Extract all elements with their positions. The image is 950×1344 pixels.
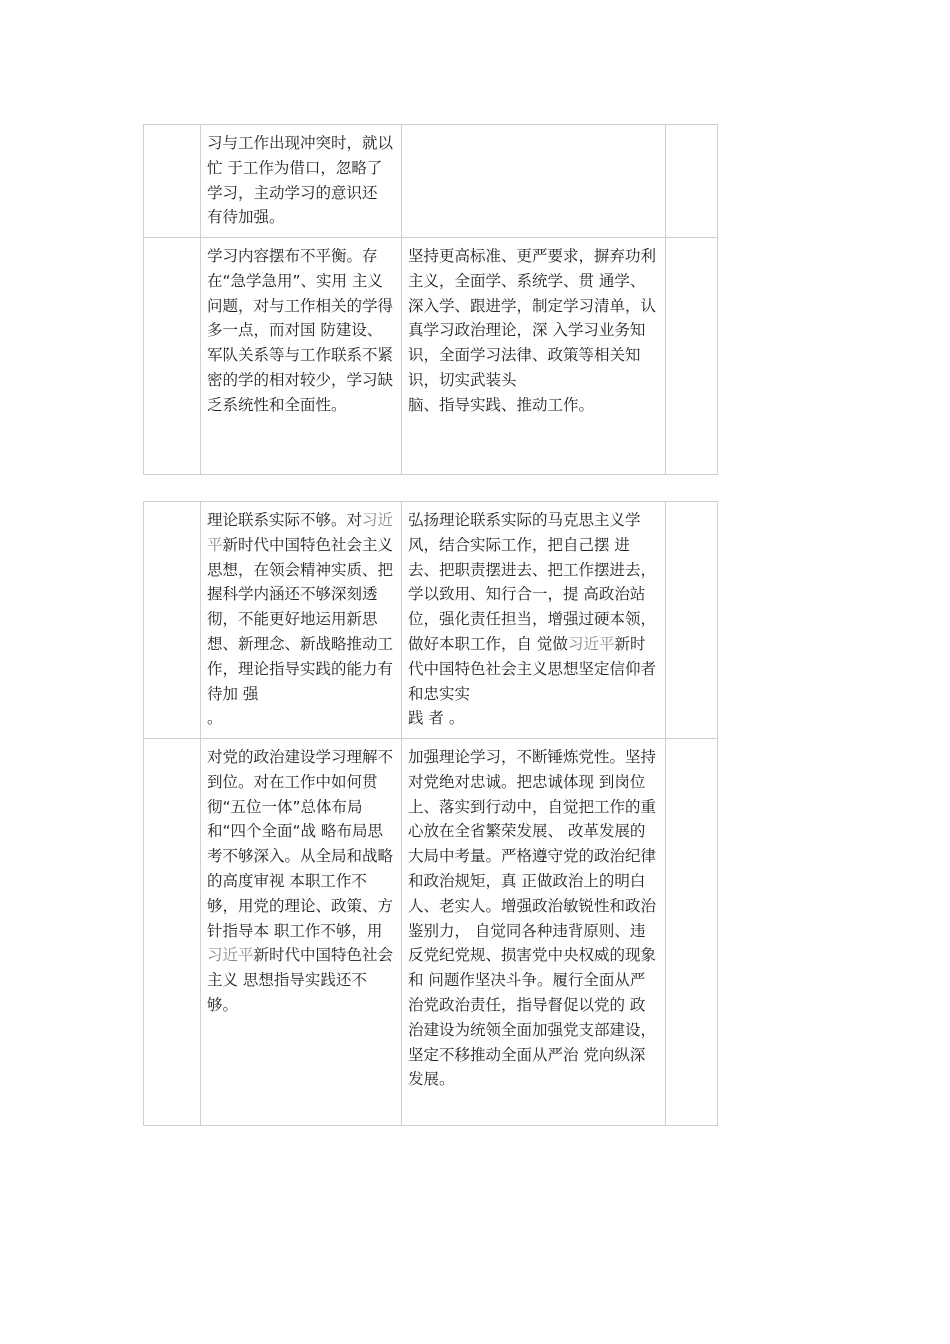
problem-text-part: 新时代中国特色社会主义思想，在领会精神实质、把握科学内涵还不够深刻透彻，不能更好地运用新思想、新理念、新战略推动工作，理论指导实践的能力有待加 强: [207, 535, 394, 703]
problem-cell: [201, 502, 402, 739]
measure-text: [408, 508, 659, 706]
table-2: [143, 501, 718, 1126]
measure-cell: [402, 238, 666, 475]
measure-text-part: 新时代中国特色社会主义思想坚定信仰者和忠实实: [408, 634, 657, 703]
measure-text: 加强理论学习，不断锤炼党性。坚持对党绝对忠诚。把忠诚体现 到岗位上、落实到行动中，自觉把工作的重心放在全省繁荣发展、 改革发展的大局中考量。严格遵守党的政治纪律和政治规矩，真 正做政治上的明白人、老实人。增强政治敏锐性和政治鉴别力， 自觉同各种违背原则、违反党纪党规、损害党中央权威的现象和 问题作坚决斗争。履行全面从严治党政治责任，指导督促以党的 政治建设为统领全面加强党支部建设，坚定不移推动全面从严治 党向纵深发展。: [408, 748, 657, 1089]
note-cell: [666, 125, 718, 238]
highlight-name: 习近平: [207, 946, 254, 965]
problem-text-part: 理论联系实际不够。对: [207, 511, 363, 529]
note-cell: [666, 238, 718, 475]
measure-cell: [402, 739, 666, 1126]
note-cell: [666, 739, 718, 1126]
problem-text: [207, 508, 395, 706]
measure-text-part: 弘扬理论联系实际的马克思主义学风，结合实际工作，把自己摆 进去、把职责摆进去、把工作摆进去，学以致用、知行合一，提 高政治站位，强化责任担当，增强过硬本领，做好本职工作，自 觉做: [408, 511, 657, 653]
problem-text: [207, 745, 395, 1018]
problem-text: 学习内容摆布不平衡。存在“急学急用”、实用 主义问题，对与工作相关的学得多一点，而对国 防建设、军队关系等与工作联系不紧密的学的相对较少，学习缺乏系统性和全面性。: [207, 247, 394, 414]
table-row: [144, 238, 718, 475]
index-cell: [144, 125, 201, 238]
problem-cell: [201, 238, 402, 475]
note-cell: [666, 502, 718, 739]
table-1: [143, 124, 718, 475]
problem-text-part: 新时代中国特色社会主义 思想指导实践还不够。: [207, 946, 394, 1014]
table-row: [144, 502, 718, 739]
problem-text: 习与工作出现冲突时，就以忙 于工作为借口，忽略了学习，主动学习的意识还 有待加强。: [207, 134, 394, 227]
problem-text-part: 对党的政治建设学习理解不到位。对在工作中如何贯彻“五位一体”总体布局和“四个全面“战 略布局思考不够深入。从全局和战略的高度审视 本职工作不够，用党的理论、政策、方针指导本 职工作不够，用: [207, 748, 394, 940]
index-cell: [144, 238, 201, 475]
problem-cell: [201, 125, 402, 238]
measure-text-end: 践 者 。: [408, 709, 465, 728]
highlight-name: 习近平: [207, 511, 394, 554]
measure-cell: [402, 502, 666, 739]
table-row: [144, 739, 718, 1126]
measure-text-last-line: 脑、指导实践、推动工作。: [408, 395, 595, 414]
measure-cell: [402, 125, 666, 238]
index-cell: [144, 502, 201, 739]
problem-cell: [201, 739, 402, 1126]
table-row: [144, 125, 718, 238]
highlight-name: 习近平: [567, 634, 615, 653]
problem-text-end: 。: [207, 709, 223, 728]
measure-text: 坚持更高标准、更严要求，摒弃功利主义，全面学、系统学、贯 通学、深入学、跟进学，制定学习清单，认真学习政治理论，深 入学习业务知识，全面学习法律、政策等相关知识，切实武装头: [408, 247, 657, 389]
index-cell: [144, 739, 201, 1126]
